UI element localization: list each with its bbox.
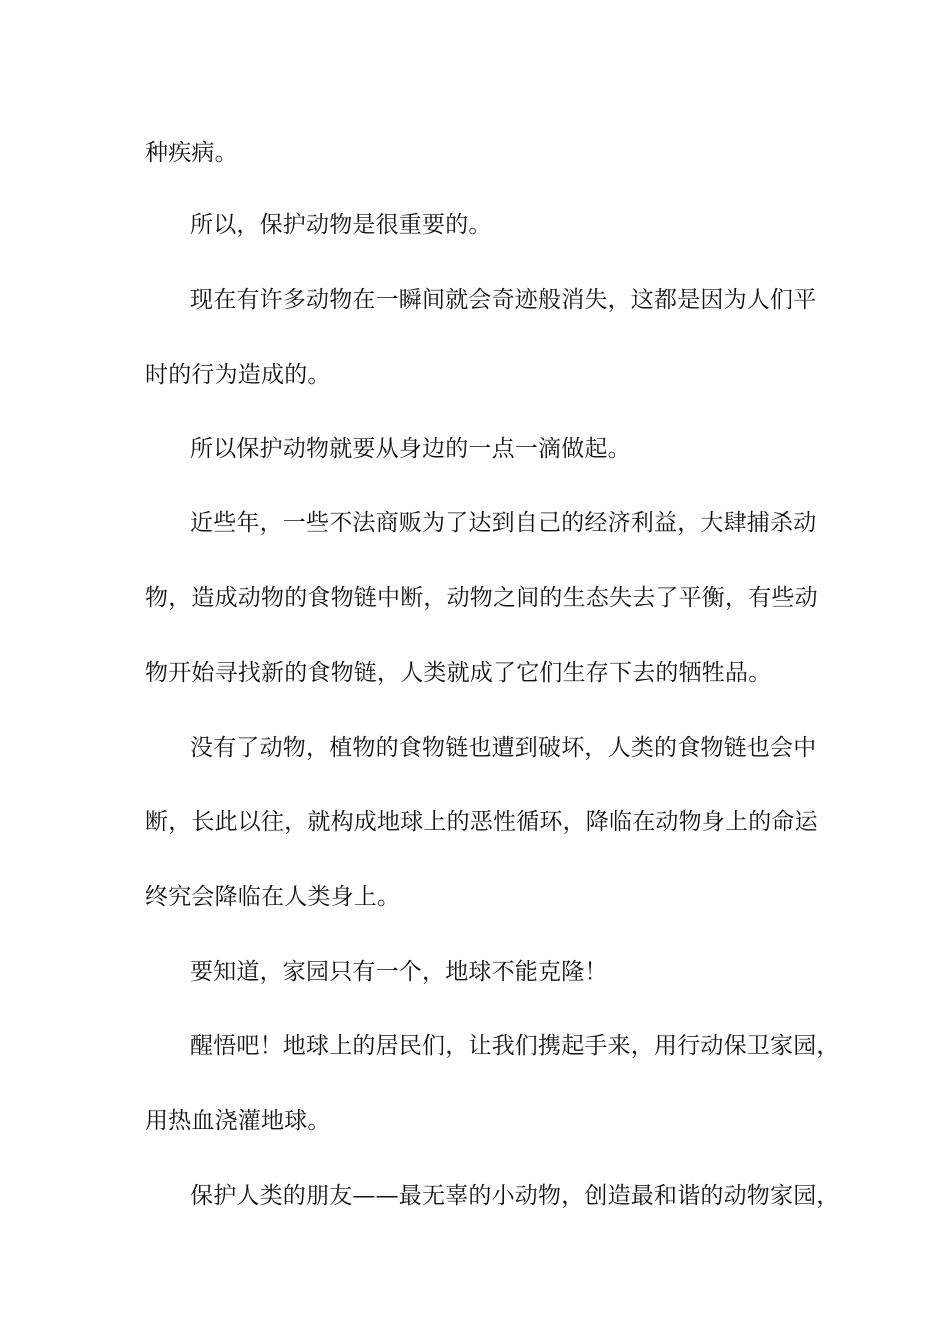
- text-line: 没有了动物，植物的食物链也遭到破坏，人类的食物链也会中: [190, 735, 817, 761]
- text-line: 用热血浇灌地球。: [145, 1108, 331, 1134]
- text-line: 断，长此以往，就构成地球上的恶性循环，降临在动物身上的命运: [145, 809, 818, 835]
- text-line: 醒悟吧！地球上的居民们，让我们携起手来，用行动保卫家园，: [190, 1033, 840, 1059]
- text-line: 物开始寻找新的食物链，人类就成了它们生存下去的牺牲品。: [145, 660, 772, 686]
- text-line: 要知道，家园只有一个，地球不能克隆！: [190, 959, 608, 985]
- text-line: 所以，保护动物是很重要的。: [190, 212, 492, 238]
- text-line: 现在有许多动物在一瞬间就会奇迹般消失，这都是因为人们平: [190, 287, 817, 313]
- text-line: 终究会降临在人类身上。: [145, 884, 401, 910]
- text-line: 种疾病。: [145, 140, 238, 166]
- text-line: 近些年，一些不法商贩为了达到自己的经济利益，大肆捕杀动: [190, 510, 817, 536]
- text-line: 物，造成动物的食物链中断，动物之间的生态失去了平衡，有些动: [145, 585, 818, 611]
- text-line: 时的行为造成的。: [145, 362, 331, 388]
- text-line: 所以保护动物就要从身边的一点一滴做起。: [190, 436, 631, 462]
- text-line: 保护人类的朋友——最无辜的小动物，创造最和谐的动物家园，: [190, 1183, 840, 1209]
